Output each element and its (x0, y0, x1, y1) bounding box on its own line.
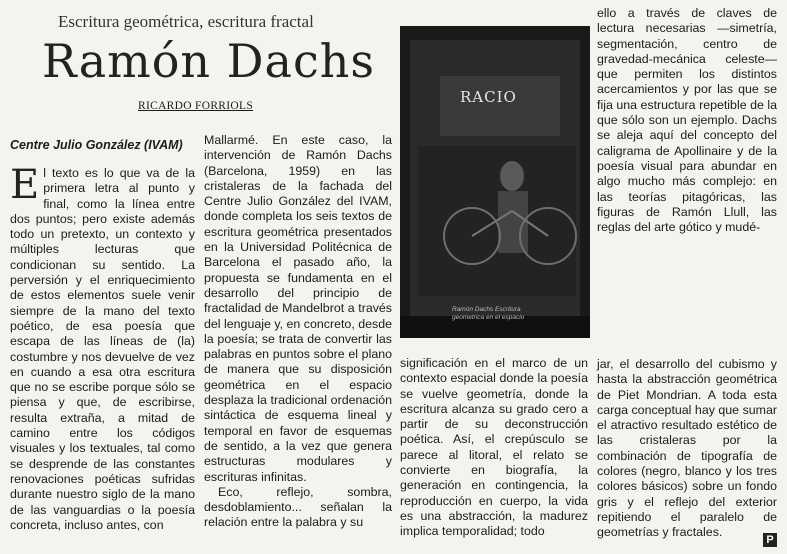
paragraph-text: l texto es lo que va de la primera letra al punto y final, como la línea entre dos puntos; pero existe además todo un pretexto, un contexto y múltiples lecturas que condicionan su sentido. La perversión y el enriquecimiento de estos elementos suele venir siempre de la mano del texto poético, de esa poesía que escapa de las líneas de (la) costumbre y nos devuelve de vez en cuando a esa otra escritura que no se escribe porque sólo se piensa y que, de escribirse, resulta extraña, a mitad de camino entre los códigos visuales y los textuales, tal como se desprende de las constantes renovaciones poéticas sufridas durante nuestro siglo de la mano de las vanguardias o la poesía concreta, incluso antes, con (10, 166, 195, 532)
paragraph (10, 162, 195, 533)
article-kicker: Escritura geométrica, escritura fractal (58, 12, 314, 31)
paragraph: Mallarmé. En este caso, la intervención de Ramón Dachs (Barcelona, 1959) en las cristaleras de la fachada del Centre Julio González del IVAM, donde completa los seis textos de escritura geométrica presentados en la Universidad Politécnica de Barcelona el pasado año, la propuesta se fundamenta en el desarrollo del principio de fractalidad de Mandelbrot a través del lenguaje y, en concreto, desde la poesía; se trata de convertir las palabras en puntos sobre el plano de manera que su disposición geométrica en el espacio desplaza la tradicional ordenación sintáctica de esquema lineal y temporal en favor de esquemas de sentido, a la vez que genera estructuras modulares y escrituras infinitas. (204, 133, 392, 484)
photo-logo: RACIO (460, 88, 517, 106)
article-title: Ramón Dachs (42, 34, 375, 88)
column-4 (597, 6, 777, 235)
paragraph: Eco, reflejo, sombra, desdoblamiento... señalan la relación entre la palabra y su (204, 484, 392, 530)
article-byline: RICARDO FORRIOLS (138, 100, 254, 112)
end-of-article-mark: P (763, 533, 777, 547)
photo-scene (400, 26, 590, 338)
column-2 (204, 133, 392, 531)
article-photo (400, 26, 590, 338)
paragraph: ello a través de claves de lectura necesarias —simetría, segmentación, centro de gravedad-mecánica celeste— que permiten los distintos acercamientos y por las que se fija una estructura repetible de la que sólo son un ejemplo. Dachs se aleja aquí del concepto del caligrama de Apollinaire y de la poesía visual para abundar en algo mucho más complejo: en las teorías pitagóricas, las figuras de Ramón Llull, las reglas del arte gótico y mudé- (597, 6, 777, 235)
column-5 (597, 357, 777, 541)
photo-caption: Ramón Dachs Escritura geometrica en el espacio (452, 306, 525, 321)
venue-line: Centre Julio González (IVAM) (10, 138, 183, 152)
paragraph: significación en el marco de un contexto espacial donde la poesía se vuelve geometría, donde la escritura alcanza su grado cero a partir de su deconstrucción poética. Así, el crepúsculo se parece al litoral, el relato se convierte en biografía, la generación en contingencia, la reproducción en cuerpo, la vida es una abstracción, la madurez implica temporalidad; todo (400, 356, 588, 539)
drop-cap: E (10, 162, 40, 208)
column-3 (400, 356, 588, 540)
column-1 (10, 162, 195, 533)
paragraph: jar, el desarrollo del cubismo y hasta la abstracción geométrica de Piet Mondrian. A toda esta carga conceptual hay que sumar el atractivo resultado estético de las cristaleras por la combinación de tipografía de colores (negro, blanco y los tres colores básicos) sobre un fondo gris y el reflejo del exterior repitiendo el paralelo de geometrías y fractales. (597, 357, 777, 540)
